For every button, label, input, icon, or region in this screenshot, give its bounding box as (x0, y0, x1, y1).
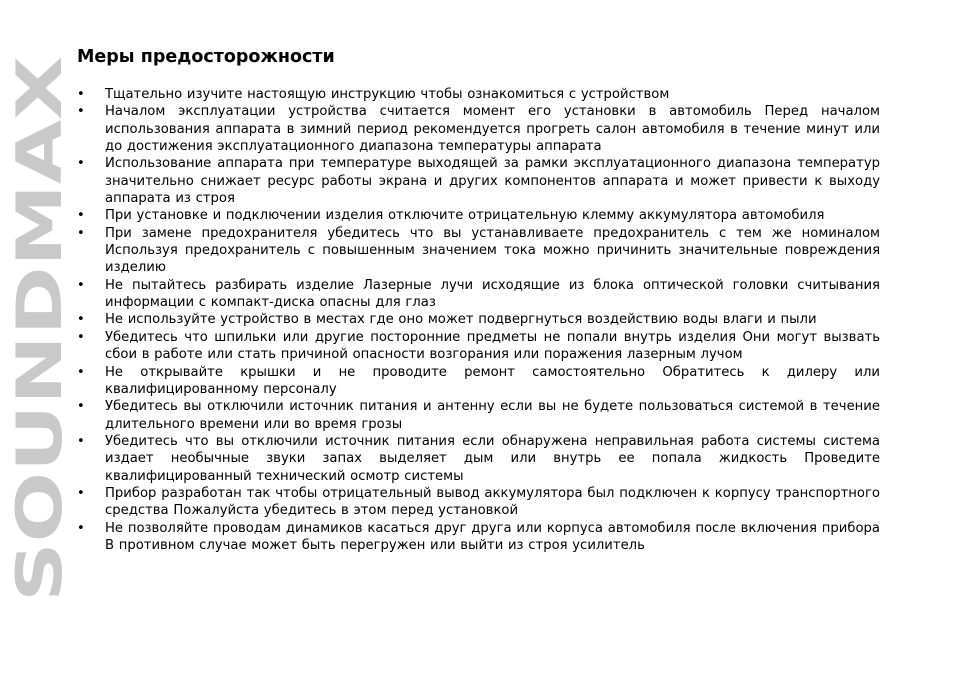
precaution-text: Прибор разработан так чтобы отрицательный вывод аккумулятора был подключен к корпусу транспортного средства Пожалуйста убедитесь в этом перед установкой (105, 485, 880, 519)
precaution-item (77, 520, 880, 555)
precaution-text: При замене предохранителя убедитесь что вы устанавливаете предохранитель с тем же номиналом Используя предохранитель с повышенным значением тока можно причинить значительные повреждения изделию (105, 225, 880, 276)
precaution-item (77, 364, 880, 399)
precaution-item (77, 103, 880, 155)
bullet-icon: • (77, 485, 85, 501)
brand-logo (3, 56, 76, 602)
bullet-icon: • (77, 156, 85, 172)
precaution-item (77, 398, 880, 433)
brand-logo-graphic (3, 56, 76, 602)
page-title: Меры предосторожности (77, 47, 335, 67)
precaution-item (77, 433, 880, 485)
precaution-item (77, 485, 880, 520)
precaution-item (77, 311, 880, 328)
bullet-icon: • (77, 87, 85, 102)
precaution-text: Убедитесь что шпильки или другие посторонние предметы не попали внутрь изделия Они могут вызвать сбои в работе или стать причиной опасности возгорания или поражения лазерным лучом (105, 329, 880, 363)
precaution-item (77, 207, 880, 224)
bullet-icon: • (77, 225, 85, 241)
precaution-text: Использование аппарата при температуре выходящей за рамки эксплуатационного диапазона температур значительно снижает ресурс работы экрана и других компонентов аппарата и может привести к выходу аппарата из строя (105, 156, 880, 207)
bullet-icon: • (77, 208, 85, 224)
bullet-icon: • (77, 433, 85, 449)
precaution-item (77, 277, 880, 312)
bullet-icon: • (77, 312, 85, 328)
bullet-icon: • (77, 399, 85, 415)
precaution-item (77, 86, 880, 103)
precaution-text: Не пытайтесь разбирать изделие Лазерные лучи исходящие из блока оптической головки считывания информации с компакт-диска опасны для глаз (105, 277, 880, 311)
bullet-icon: • (77, 277, 85, 293)
precautions-list (77, 86, 880, 554)
precaution-text: Не позволяйте проводам динамиков касаться друг друга или корпуса автомобиля после включения прибора В противном случае может быть перегружен или выйти из строя усилитель (105, 520, 880, 553)
precaution-item (77, 225, 880, 277)
precaution-text: Тщательно изучите настоящую инструкцию чтобы ознакомиться с устройством (105, 87, 670, 102)
bullet-icon: • (77, 329, 85, 345)
precaution-item (77, 329, 880, 364)
bullet-icon: • (77, 520, 85, 536)
bullet-icon: • (77, 364, 85, 380)
precaution-text: Началом эксплуатации устройства считается момент его установки в автомобиль Перед началом использования аппарата в зимний период рекомендуется прогреть салон автомобиля в течение минут или до достижения эксплуатационного диапазона температуры аппарата (105, 104, 880, 155)
precaution-text: Убедитесь вы отключили источник питания и антенну если вы не будете пользоваться системой в течение длительного времени или во время грозы (105, 399, 880, 432)
brand-logo-text: SOUNDMAX (3, 193, 76, 602)
precaution-text: Не открывайте крышки и не проводите ремонт самостоятельно Обратитесь к дилеру или квалифицированному персоналу (105, 364, 880, 397)
bullet-icon: • (77, 104, 85, 120)
precaution-text: При установке и подключении изделия отключите отрицательную клемму аккумулятора автомобиля (105, 208, 825, 224)
precaution-text: Не используйте устройство в местах где оно может подвергнуться воздействию воды влаги и пыли (105, 312, 817, 328)
precaution-item (77, 155, 880, 207)
precaution-text: Убедитесь что вы отключили источник питания если обнаружена неправильная работа системы система издает необычные звуки запах выделяет дым или внутрь ее попала жидкость Проведите квалифицированный технический осмотр системы (105, 433, 880, 484)
